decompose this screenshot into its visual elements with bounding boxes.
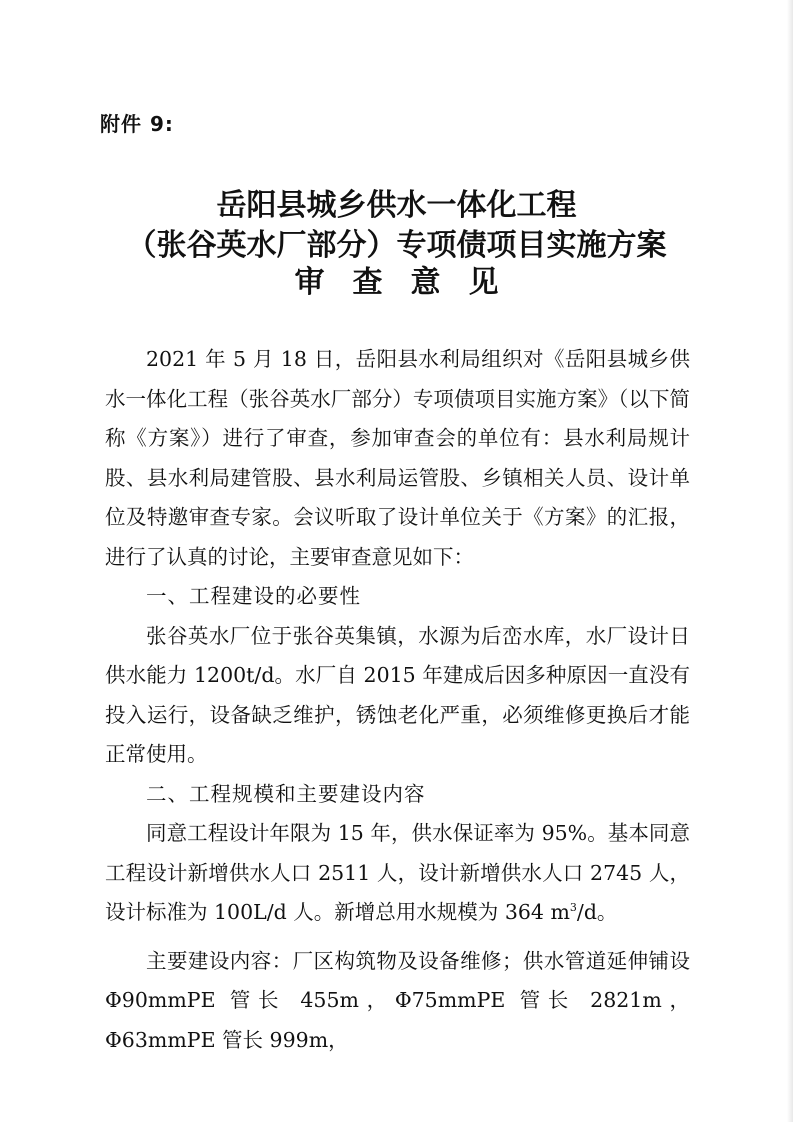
section-heading-scale: 二、工程规模和主要建设内容 [146,781,426,806]
cubic-superscript: 3 [569,901,577,915]
section-paragraph-necessity: 张谷英水厂位于张谷英集镇，水源为后峦水库，水厂设计日供水能力 1200t/d。水厂自 2015 年建成后因多种原因一直没有投入运行，设备缺乏维护，锈蚀老化严重，必须维修更换后才能正常使用。 [105,623,690,766]
section-paragraph-scale [105,814,690,933]
intro-paragraph: 2021 年 5 月 18 日，岳阳县水利局组织对《岳阳县城乡供水一体化工程（张谷英水厂部分）专项债项目实施方案》（以下简称《方案》）进行了审查，参加审查会的单位有：县水利局规计股、县水利局建管股、县水利局运管股、乡镇相关人员、设计单位及特邀审查专家。会议听取了设计单位关于《方案》的汇报，进行了认真的讨论，主要审查意见如下： [105,347,690,569]
title-line-3: 审查意见 [294,265,527,300]
section-heading-necessity: 一、工程建设的必要性 [146,584,361,608]
attachment-label: 附件 9: [100,112,174,136]
scan-edge-shadow [787,0,793,1122]
construction-content-paragraph: 主要建设内容：厂区构筑物及设备维修；供水管道延伸铺设 Φ90mmPE 管长 455m，Φ75mmPE 管长 2821m，Φ63mmPE 管长 999m， [105,948,690,1052]
title-line-2: （张谷英水厂部分）专项债项目实施方案 [126,228,667,263]
scale-text: 同意工程设计年限为 15 年，供水保证率为 95%。基本同意工程设计新增供水人口 2511 人，设计新增供水人口 2745 人，设计标准为 100L/d 人。新增总用水规模为 364 m [105,821,690,924]
scale-text-tail: /d。 [576,900,618,924]
document-body [105,340,690,1060]
title-line-1: 岳阳县城乡供水一体化工程 [216,188,577,223]
